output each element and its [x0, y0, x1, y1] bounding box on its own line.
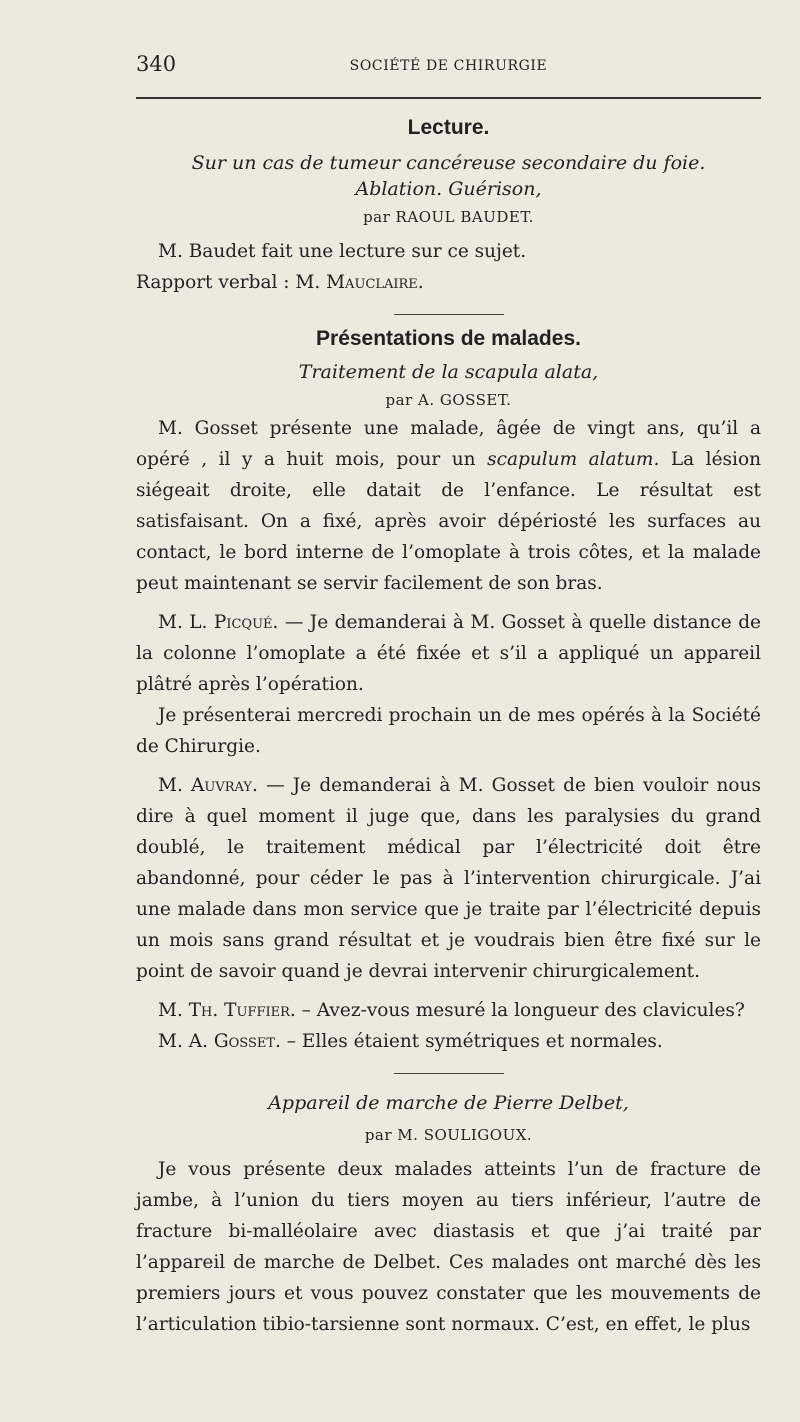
appareil-byline: par M. SOULIGOUX. — [364, 1126, 533, 1144]
tuffier-prefix: M. — [158, 1000, 189, 1021]
section-divider-1 — [394, 314, 504, 315]
picque-text: — Je demanderai à M. Gosset à quelle distance de la colonne l’omoplate a été fixée et s’il a appliqué un appareil plâtré après l’opération. — [136, 612, 761, 695]
tuffier-name: Th. Tuffier. — [188, 1000, 296, 1021]
lecture-paragraph-1: M. Baudet fait une lecture sur ce sujet. — [158, 241, 527, 262]
auvray-text: — Je demanderai à M. Gosset de bien vouloir nous dire à quel moment il juge que, dans les paralysies du grand doublé, le traitement médical par l’électricité doit être abandonné, pour céder le pas à l’intervention chirurgicale. J’ai une malade dans mon service que je traite par l’électricité depuis un mois sans grand résultat et je voudrais bien être fixé sur le point de savoir quand je devrai intervenir chirurgicalement. — [136, 775, 761, 982]
lecture-paragraph-2 — [136, 267, 761, 298]
appareil-title: Appareil de marche de Pierre Delbet, — [268, 1092, 629, 1114]
lecture-report-name: Mauclaire. — [326, 272, 424, 293]
auvray-paragraph — [136, 770, 761, 987]
lecture-byline: par RAOUL BAUDET. — [363, 208, 534, 226]
tuffier-text: – Avez-vous mesuré la longueur des clavicules? — [295, 1000, 745, 1021]
presentations-heading: Présentations de malades. — [316, 327, 581, 350]
gosset-reply-text: – Elles étaient symétriques et normales. — [280, 1031, 663, 1052]
presentations-title: Traitement de la scapula alata, — [298, 361, 599, 383]
header-title: SOCIÉTÉ DE CHIRURGIE — [349, 58, 548, 74]
picque-paragraph-2: Je présenterai mercredi prochain un de mes opérés à la Société de Chirurgie. — [136, 705, 761, 757]
appareil-paragraph: Je vous présente deux malades atteints l’un de fracture de jambe, à l’union du tiers moyen au tiers inférieur, l’autre de fracture bi-malléolaire avec diastasis et que j’ai traité par l’appareil de marche de Delbet. Ces malades ont marché dès les premiers jours et vous pouvez constater que les mouvements de l’articulation tibio-tarsienne sont normaux. C’est, en effet, le plus — [136, 1159, 761, 1335]
running-head — [136, 52, 761, 76]
picque-paragraph — [136, 607, 761, 700]
gosset-reply-name: A. Gosset. — [188, 1031, 281, 1052]
lecture-report-prefix: Rapport verbal : M. — [136, 272, 327, 293]
picque-name: Picqué. — [213, 612, 279, 633]
picque-prefix: M. L. — [158, 612, 214, 633]
presentations-byline: par A. GOSSET. — [385, 391, 512, 409]
lecture-heading: Lecture. — [407, 116, 490, 139]
gosset-paragraph — [136, 413, 761, 599]
lecture-title-line1: Sur un cas de tumeur cancéreuse secondaire du foie. — [191, 152, 706, 174]
header-rule — [136, 97, 761, 99]
gosset-text-b: La lésion siégeait droite, elle datait de l’enfance. Le résultat est satisfaisant. On a fixé, après avoir dépériosté les surfaces au contact, le bord interne de l’omoplate à trois côtes, et la malade peut maintenant se servir facilement de son bras. — [136, 449, 761, 594]
auvray-prefix: M. — [158, 775, 192, 796]
tuffier-paragraph — [136, 995, 761, 1026]
auvray-name: Auvray. — [191, 775, 258, 796]
gosset-reply-prefix: M. — [158, 1031, 189, 1052]
gosset-text-a: M. Gosset présente une malade, âgée de vingt ans, qu’il a opéré , il y a huit mois, pour un — [136, 418, 761, 470]
page-body — [136, 116, 761, 1340]
section-divider-2 — [394, 1073, 504, 1074]
gosset-reply-paragraph — [136, 1026, 761, 1057]
lecture-title-line2: Ablation. Guérison, — [355, 178, 542, 200]
page-number: 340 — [136, 52, 177, 76]
gosset-text-italic: scapulum alatum. — [487, 449, 660, 470]
